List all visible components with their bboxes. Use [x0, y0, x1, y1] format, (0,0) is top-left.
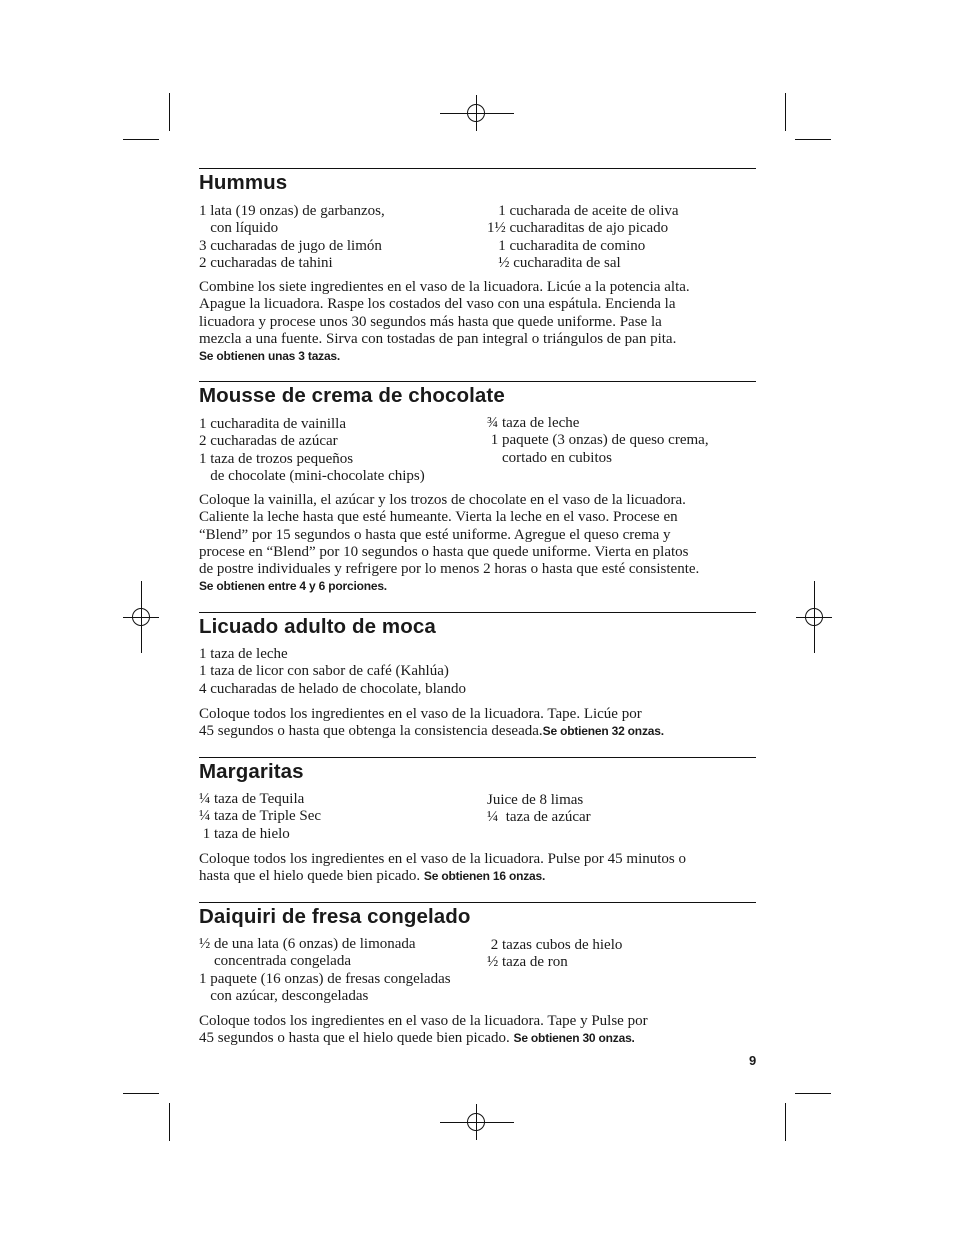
ingredient-line: ¾ taza de leche — [487, 415, 580, 431]
procedure-text: 45 segundos o hasta que obtenga la consistencia deseada. — [199, 723, 543, 740]
ingredient-line: ½ cucharadita de sal — [487, 254, 621, 271]
procedure-line: Coloque todos los ingredientes en el vaso de la licuadora. Tape y Pulse por — [199, 1013, 648, 1029]
procedure — [199, 279, 759, 365]
ingredients-left — [199, 203, 385, 272]
yield: Se obtienen 30 onzas. — [513, 1031, 635, 1046]
procedure-line: “Blend” por 15 segundos o hasta que esté uniforme. Agregue el queso crema y — [199, 526, 671, 543]
page-number: 9 — [749, 1053, 757, 1068]
ingredients — [199, 415, 756, 485]
recipe-hummus — [199, 168, 756, 364]
ingredients-left — [199, 936, 451, 1005]
procedure-line — [199, 723, 759, 740]
yield: Se obtienen unas 3 tazas. — [199, 349, 341, 364]
ingredient-line: 3 cucharadas de jugo de limón — [199, 237, 382, 254]
ingredients-right — [487, 937, 622, 972]
ingredients — [199, 203, 756, 273]
crop-mark — [123, 139, 159, 140]
section-rule — [199, 757, 756, 758]
recipe-mousse — [199, 381, 756, 594]
recipe-title: Licuado adulto de moca — [199, 615, 436, 638]
ingredients — [199, 936, 756, 1006]
section-rule — [199, 902, 756, 903]
procedure-line: licuadora y procese unos 30 segundos más hasta que quede uniforme. Pase la — [199, 313, 662, 330]
procedure — [199, 706, 759, 741]
recipe-title: Daiquiri de fresa congelado — [199, 905, 471, 928]
ingredient-line: 1 taza de leche — [199, 646, 288, 662]
ingredient-line: 1 cucharadita de vainilla — [199, 416, 347, 432]
section-rule — [199, 612, 756, 613]
recipe-title: Hummus — [199, 171, 288, 194]
procedure-line — [199, 868, 759, 885]
procedure-text: 45 segundos o hasta que el hielo quede bien picado. — [199, 1030, 514, 1047]
ingredients-right — [487, 415, 709, 467]
recipe-daiquiri — [199, 902, 756, 1047]
procedure-line: de postre individuales y refrigere por lo menos 2 horas o hasta que esté consistente. — [199, 561, 700, 578]
recipe-title: Mousse de crema de chocolate — [199, 384, 505, 407]
procedure-line: mezcla a una fuente. Sirva con tostadas de pan integral o triángulos de pan pita. — [199, 330, 677, 347]
ingredient-line: 1 cucharada de aceite de oliva — [487, 203, 679, 219]
crop-mark — [795, 139, 831, 140]
recipe-margaritas — [199, 757, 756, 885]
procedure — [199, 492, 759, 596]
ingredient-line: 4 cucharadas de helado de chocolate, blando — [199, 680, 466, 697]
ingredient-line: 1 paquete (16 onzas) de fresas congeladas — [199, 970, 451, 987]
ingredients-left — [199, 646, 466, 698]
procedure-line: Coloque todos los ingredientes en el vaso de la licuadora. Tape. Licúe por — [199, 706, 642, 722]
recipe-title: Margaritas — [199, 760, 304, 783]
procedure-line: Apague la licuadora. Raspe los costados del vaso con una espátula. Encienda la — [199, 296, 676, 313]
procedure-line: Caliente la leche hasta que esté humeante. Vierta la leche en el vaso. Procese en — [199, 509, 678, 526]
ingredient-line: de chocolate (mini-chocolate chips) — [199, 467, 425, 484]
ingredient-line: Juice de 8 limas — [487, 792, 584, 808]
ingredient-line: 2 tazas cubos de hielo — [487, 937, 623, 953]
procedure-text: hasta que el hielo quede bien picado. — [199, 868, 424, 885]
ingredients-left — [199, 791, 321, 843]
ingredient-line: ¼ taza de Tequila — [199, 791, 305, 807]
crop-mark — [169, 1103, 170, 1141]
ingredients-right — [487, 792, 591, 827]
ingredient-line: con azúcar, descongeladas — [199, 987, 369, 1004]
ingredient-line: cortado en cubitos — [487, 449, 612, 466]
ingredient-line: 1 taza de trozos pequeños — [199, 450, 354, 467]
procedure-line: procese en “Blend” por 10 segundos o hasta que quede uniforme. Vierta en platos — [199, 543, 689, 560]
procedure-line: Combine los siete ingredientes en el vaso de la licuadora. Licúe a la potencia alta. — [199, 279, 690, 295]
ingredient-line: 1 lata (19 onzas) de garbanzos, — [199, 203, 385, 219]
yield: Se obtienen entre 4 y 6 porciones. — [199, 579, 387, 594]
ingredients — [199, 791, 756, 845]
ingredient-line: ¼ taza de azúcar — [487, 809, 591, 826]
procedure-line — [199, 1030, 759, 1047]
yield: Se obtienen 32 onzas. — [542, 724, 664, 739]
ingredient-line: 1 paquete (3 onzas) de queso crema, — [487, 432, 709, 449]
procedure-line: Coloque la vainilla, el azúcar y los trozos de chocolate en el vaso de la licuadora. — [199, 492, 686, 508]
procedure-line: Coloque todos los ingredientes en el vaso de la licuadora. Pulse por 45 minutos o — [199, 851, 687, 867]
procedure — [199, 851, 759, 886]
crop-mark — [169, 93, 170, 131]
ingredient-line: con líquido — [199, 220, 279, 237]
recipe-licuado — [199, 612, 756, 740]
ingredients-left — [199, 416, 425, 485]
ingredient-line: ½ de una lata (6 onzas) de limonada — [199, 936, 416, 952]
ingredients-right — [487, 203, 679, 272]
ingredient-line: concentrada congelada — [199, 953, 351, 970]
ingredient-line: 1 taza de hielo — [199, 825, 290, 842]
ingredient-line: 2 cucharadas de azúcar — [199, 433, 338, 450]
crop-mark — [795, 1093, 831, 1094]
ingredient-line: ½ taza de ron — [487, 954, 568, 971]
crop-mark — [785, 93, 786, 131]
ingredient-line: 1½ cucharaditas de ajo picado — [487, 220, 669, 237]
ingredient-line: 1 taza de licor con sabor de café (Kahlúa) — [199, 663, 449, 680]
ingredient-line: 1 cucharadita de comino — [487, 237, 646, 254]
section-rule — [199, 381, 756, 382]
ingredients — [199, 646, 756, 700]
procedure — [199, 1013, 759, 1048]
section-rule — [199, 168, 756, 169]
crop-mark — [123, 1093, 159, 1094]
crop-mark — [785, 1103, 786, 1141]
yield: Se obtienen 16 onzas. — [423, 869, 546, 884]
ingredient-line: 2 cucharadas de tahini — [199, 254, 333, 271]
ingredient-line: ¼ taza de Triple Sec — [199, 808, 322, 825]
